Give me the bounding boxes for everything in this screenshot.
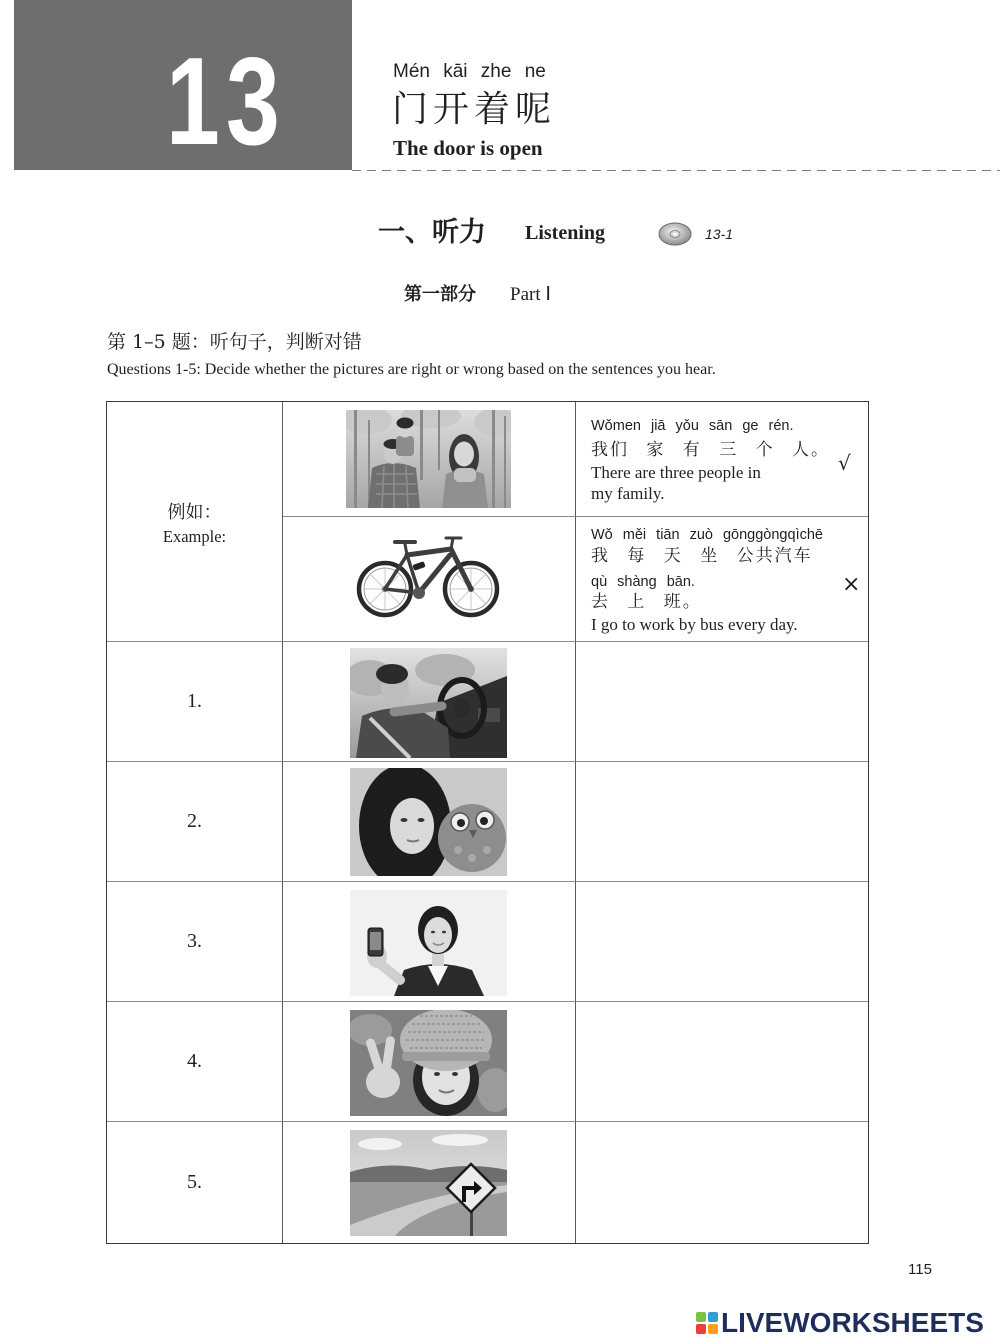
lesson-number: 13 (166, 33, 287, 171)
liveworksheets-logo-link[interactable] (696, 1308, 984, 1338)
section-title-chinese: 一、听力 (378, 217, 486, 248)
page-number: 115 (908, 1261, 932, 1278)
question-number: 3. (107, 882, 283, 1002)
road-with-turn-sign-photo (350, 1130, 507, 1236)
instructions-chinese: 第 1–5 题：听句子，判断对错 (107, 331, 362, 353)
example-2-pinyin-line-2: qù shàng bān. (591, 574, 695, 590)
audio-track-number: 13-1 (705, 226, 734, 242)
bicycle-photo (355, 527, 500, 620)
cross-mark-icon: × (842, 572, 861, 597)
example-1-chinese: 我们 家 有 三 个 人。 (591, 440, 831, 460)
section-title-english: Listening (525, 222, 606, 244)
child-figure (396, 418, 414, 457)
question-5-image-cell (283, 1122, 576, 1243)
question-1-image-cell (283, 642, 576, 762)
example-label-english: Example: (162, 526, 227, 546)
example-2-chinese-line-1: 我 每 天 坐 公共汽车 (591, 546, 813, 566)
listening-table (106, 401, 869, 1244)
girl-figure (359, 768, 451, 876)
question-number: 5. (107, 1122, 283, 1243)
question-4-image-cell (283, 1002, 576, 1122)
example-2-text-cell (576, 517, 868, 642)
logo-tile (696, 1324, 706, 1334)
cd-icon[interactable] (657, 220, 693, 248)
example-label-chinese: 例如： (167, 501, 222, 523)
example-1-image-cell (283, 402, 576, 517)
example-1-english-line-2: my family. (591, 484, 665, 503)
logo-tile (708, 1324, 718, 1334)
example-2-image-cell (283, 517, 576, 642)
answer-cell-4[interactable] (576, 1002, 868, 1122)
header-dashed-divider (352, 170, 1000, 171)
question-2-image-cell (283, 762, 576, 882)
example-2-english: I go to work by bus every day. (591, 615, 798, 634)
check-mark-icon: √ (838, 451, 851, 475)
example-2-chinese-line-2: 去 上 班。 (591, 592, 702, 612)
logo-tile (708, 1312, 718, 1322)
example-1-pinyin: Wǒmen jiā yǒu sān ge rén. (591, 418, 794, 434)
lesson-title-chinese: 门开着呢 (392, 89, 557, 130)
lesson-title-pinyin: Mén kāi zhe ne (393, 61, 546, 82)
family-photo (346, 410, 511, 508)
instructions-english: Questions 1-5: Decide whether the pictures are right or wrong based on the sentences you hear. (107, 361, 716, 378)
answer-cell-5[interactable] (576, 1122, 868, 1243)
logo-text: LIVEWORKSHEETS (721, 1307, 984, 1338)
answer-cell-2[interactable] (576, 762, 868, 882)
answer-cell-3[interactable] (576, 882, 868, 1002)
man-driving-photo (350, 648, 507, 758)
lesson-title-english: The door is open (393, 136, 543, 160)
woman-with-phone-photo (350, 890, 507, 996)
logo-tiles-icon (696, 1312, 718, 1334)
girl-with-knit-hat-photo (350, 1010, 507, 1116)
example-label-cell (107, 402, 283, 642)
question-number: 4. (107, 1002, 283, 1122)
question-3-image-cell (283, 882, 576, 1002)
girl-with-owl-toy-photo (350, 768, 507, 876)
logo-tile (696, 1312, 706, 1322)
part-title-english: Part Ⅰ (510, 284, 551, 305)
question-number: 1. (107, 642, 283, 762)
example-1-english-line-1: There are three people in (591, 463, 761, 482)
question-number: 2. (107, 762, 283, 882)
answer-cell-1[interactable] (576, 642, 868, 762)
part-title-chinese: 第一部分 (404, 284, 476, 305)
owl-toy (438, 804, 506, 872)
example-1-text-cell (576, 402, 868, 517)
example-2-pinyin-line-1: Wǒ měi tiān zuò gōnggòngqìchē (591, 527, 823, 543)
